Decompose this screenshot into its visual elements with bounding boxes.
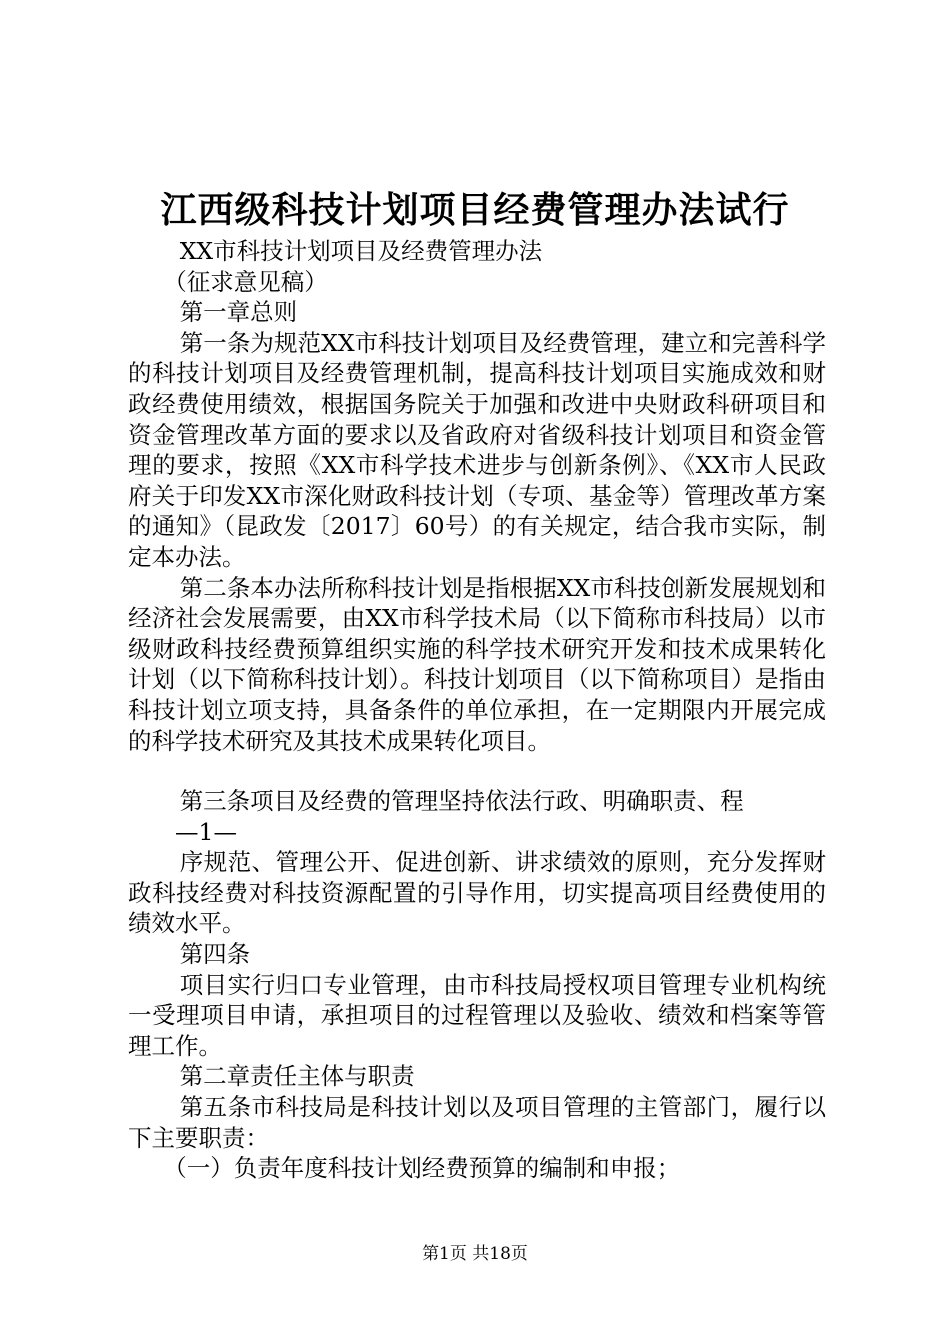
subtitle-heading: XX市科技计划项目及经费管理办法 — [179, 237, 543, 265]
inline-page-number: —1— — [175, 817, 237, 846]
article-heading: 第四条 — [179, 940, 251, 969]
article-paragraph: 第五条市科技局是科技计划以及项目管理的主管部门，履行以下主要职责： — [128, 1093, 826, 1152]
list-item: （一）负责年度科技计划经费预算的编制和申报； — [163, 1154, 681, 1183]
draft-note: （征求意见稿） — [163, 267, 328, 296]
document-title: 江西级科技计划项目经费管理办法试行 — [160, 189, 790, 231]
article-paragraph: 第二条本办法所称科技计划是指根据XX市科技创新发展规划和经济社会发展需要，由XX市科学技术局（以下简称市科技局）以市级财政科技经费预算组织实施的科学技术研究开发和技术成果转化计划（以下简称科技计划）。科技计划项目（以下简称项目）是指由科技计划立项支持，具备条件的单位承担，在一定期限内开展完成的科学技术研究及其技术成果转化项目。 — [128, 573, 826, 755]
page-footer: 第1页 共18页 — [422, 1244, 528, 1264]
article-paragraph: 项目实行归口专业管理，由市科技局授权项目管理专业机构统一受理项目申请，承担项目的过程管理以及验收、绩效和档案等管理工作。 — [128, 970, 826, 1060]
document-body — [128, 236, 826, 1184]
chapter-heading: 第一章总则 — [179, 298, 298, 327]
chapter-heading: 第二章责任主体与职责 — [179, 1062, 415, 1091]
article-paragraph: 第一条为规范XX市科技计划项目及经费管理，建立和完善科学的科技计划项目及经费管理机制，提高科技计划项目实施成效和财政经费使用绩效，根据国务院关于加强和改进中央财政科研项目和资金管理改革方面的要求以及省政府对省级科技计划项目和资金管理的要求，按照《XX市科学技术进步与创新条例》、《XX市人民政府关于印发XX市深化财政科技计划（专项、基金等）管理改革方案的通知》（昆政发〔2017〕60号）的有关规定，结合我市实际，制定本办法。 — [128, 328, 826, 571]
article-paragraph: 序规范、管理公开、促进创新、讲求绩效的原则，充分发挥财政科技经费对科技资源配置的引导作用，切实提高项目经费使用的绩效水平。 — [128, 848, 826, 938]
article-paragraph: 第三条项目及经费的管理坚持依法行政、明确职责、程 — [179, 787, 744, 816]
